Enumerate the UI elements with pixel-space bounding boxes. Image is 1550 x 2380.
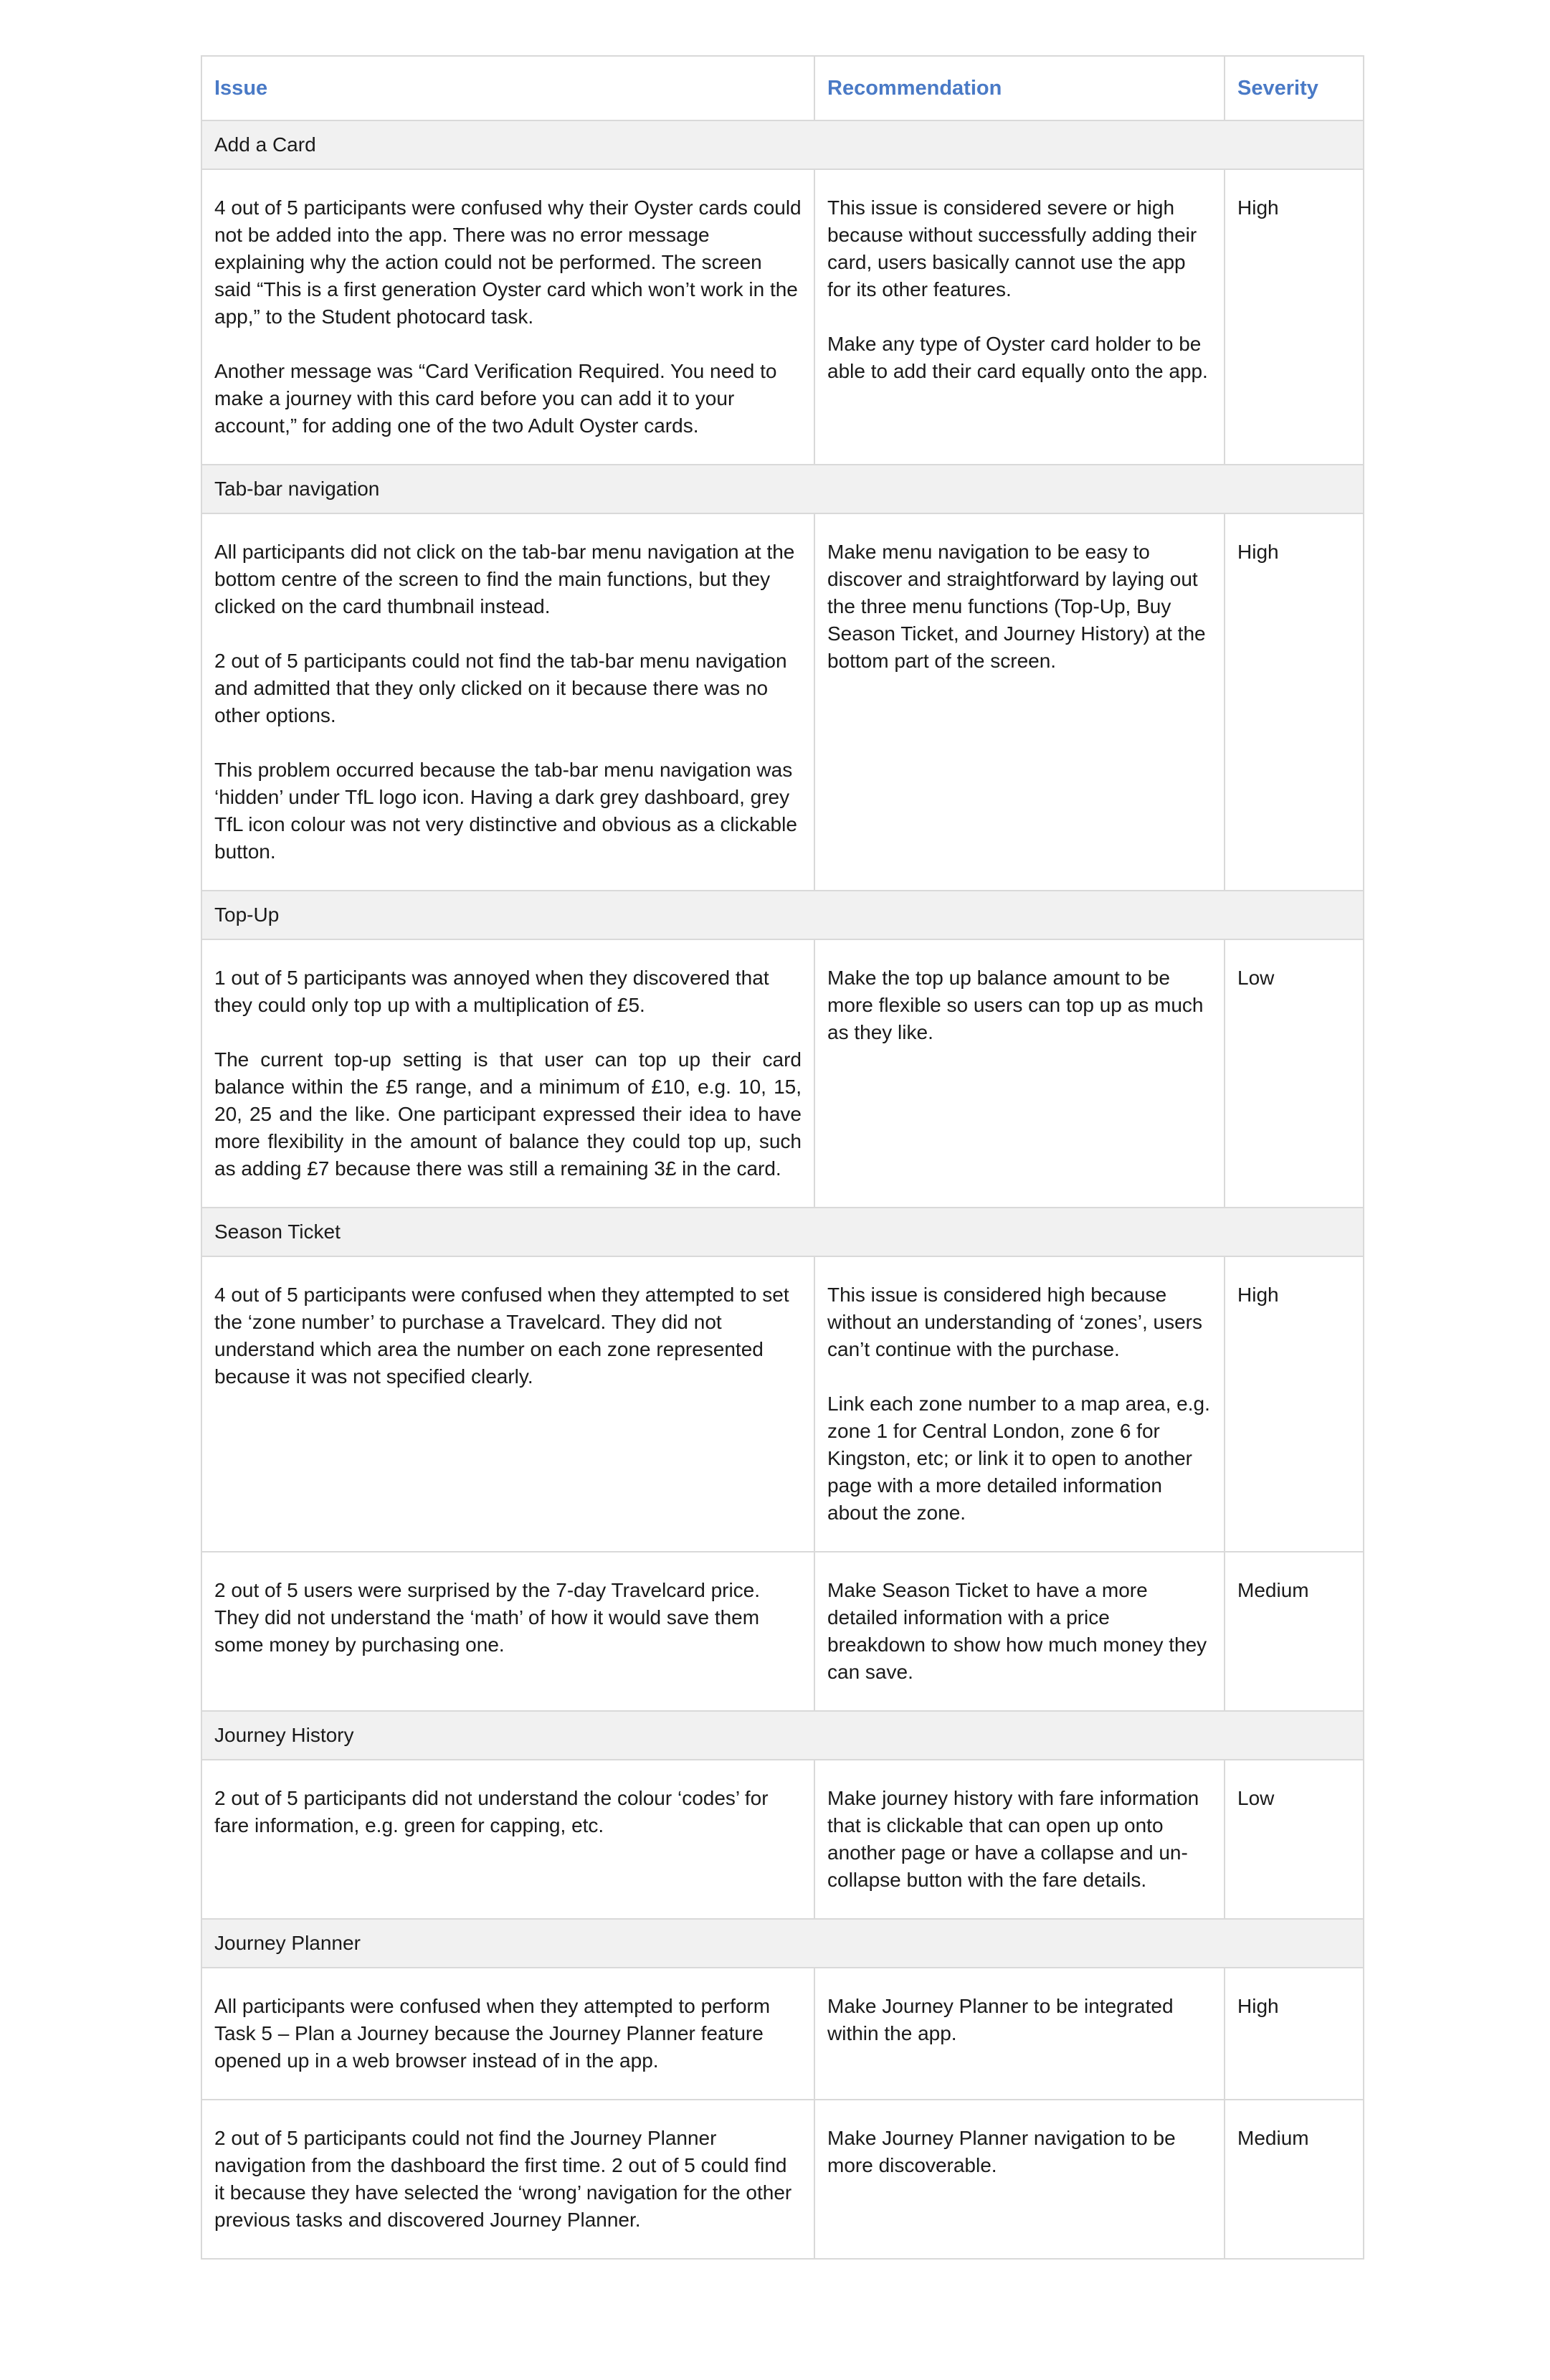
section-title: Journey Planner	[201, 1919, 1364, 1968]
issue-cell	[201, 1760, 814, 1919]
recommendation-cell	[814, 169, 1225, 465]
recommendation-paragraph: This issue is considered high because without an understanding of ‘zones’, users can’t continue with the purchase.	[827, 1284, 1202, 1360]
table-row	[201, 1968, 1364, 2100]
section-title: Tab-bar navigation	[201, 465, 1364, 513]
severity-cell: High	[1225, 1968, 1364, 2100]
recommendation-paragraph: Make Season Ticket to have a more detailed information with a price breakdown to show how much money they can save.	[827, 1579, 1207, 1683]
section-header-row	[201, 1711, 1364, 1760]
usability-issues-table	[201, 55, 1364, 2260]
section-header-row	[201, 1919, 1364, 1968]
recommendation-cell	[814, 1552, 1225, 1711]
recommendation-paragraph: This issue is considered severe or high because without successfully adding their card, users basically cannot use the app for its other features.	[827, 196, 1197, 300]
issue-cell	[201, 939, 814, 1208]
recommendation-cell	[814, 513, 1225, 891]
table-row	[201, 513, 1364, 891]
recommendation-paragraph: Make the top up balance amount to be more flexible so users can top up as much as they like.	[827, 967, 1204, 1043]
recommendation-paragraph: Make journey history with fare information that is clickable that can open up onto another page or have a collapse and un-collapse button with the fare details.	[827, 1787, 1199, 1891]
severity-cell: High	[1225, 513, 1364, 891]
issue-paragraph: 2 out of 5 users were surprised by the 7-day Travelcard price. They did not understand the ‘math’ of how it would save them some money by purchasing one.	[214, 1579, 761, 1656]
section-header-row	[201, 120, 1364, 169]
section-header-row	[201, 891, 1364, 939]
table-row	[201, 1760, 1364, 1919]
issue-cell	[201, 1256, 814, 1552]
section-title: Add a Card	[201, 120, 1364, 169]
table-row	[201, 169, 1364, 465]
issue-cell	[201, 169, 814, 465]
section-header-row	[201, 465, 1364, 513]
recommendation-cell	[814, 1760, 1225, 1919]
section-title: Season Ticket	[201, 1208, 1364, 1256]
issue-paragraph: All participants did not click on the tab-bar menu navigation at the bottom centre of the screen to find the main functions, but they clicked on the card thumbnail instead.	[214, 541, 795, 617]
severity-cell: Medium	[1225, 1552, 1364, 1711]
recommendation-paragraph: Make any type of Oyster card holder to be able to add their card equally onto the app.	[827, 333, 1208, 382]
section-header-row	[201, 1208, 1364, 1256]
issue-paragraph: 4 out of 5 participants were confused when they attempted to set the ‘zone number’ to purchase a Travelcard. They did not understand which area the number on each zone represented because it was not specified clearly.	[214, 1284, 789, 1388]
recommendation-cell	[814, 1256, 1225, 1552]
table-row	[201, 2100, 1364, 2259]
issue-paragraph: All participants were confused when they attempted to perform Task 5 – Plan a Journey because the Journey Planner feature opened up in a web browser instead of in the app.	[214, 1995, 771, 2072]
section-title: Journey History	[201, 1711, 1364, 1760]
table-header-row	[201, 56, 1364, 120]
issue-paragraph: Another message was “Card Verification Required. You need to make a journey with this card before you can add it to your account,” for adding one of the two Adult Oyster cards.	[214, 360, 777, 437]
severity-cell: Low	[1225, 1760, 1364, 1919]
recommendation-paragraph: Make Journey Planner navigation to be more discoverable.	[827, 2127, 1176, 2176]
table-row	[201, 1552, 1364, 1711]
recommendation-paragraph: Make Journey Planner to be integrated within the app.	[827, 1995, 1174, 2044]
header-recommendation: Recommendation	[814, 56, 1225, 120]
issue-cell	[201, 2100, 814, 2259]
severity-cell: Medium	[1225, 2100, 1364, 2259]
issue-cell	[201, 513, 814, 891]
issue-paragraph: 2 out of 5 participants did not understand the colour ‘codes’ for fare information, e.g. green for capping, etc.	[214, 1787, 769, 1836]
severity-cell: High	[1225, 1256, 1364, 1552]
recommendation-cell	[814, 1968, 1225, 2100]
recommendation-paragraph: Make menu navigation to be easy to discover and straightforward by laying out the three menu functions (Top-Up, Buy Season Ticket, and Journey History) at the bottom part of the screen.	[827, 541, 1206, 672]
recommendation-paragraph: Link each zone number to a map area, e.g. zone 1 for Central London, zone 6 for Kingston, etc; or link it to open to another page with a more detailed information about the zone.	[827, 1393, 1210, 1524]
table-row	[201, 939, 1364, 1208]
issue-paragraph: 2 out of 5 participants could not find the tab-bar menu navigation and admitted that they only clicked on it because there was no other options.	[214, 650, 787, 726]
recommendation-cell	[814, 2100, 1225, 2259]
issue-paragraph: 1 out of 5 participants was annoyed when they discovered that they could only top up with a multiplication of £5.	[214, 967, 769, 1016]
header-issue: Issue	[201, 56, 814, 120]
issue-paragraph: This problem occurred because the tab-bar menu navigation was ‘hidden’ under TfL logo icon. Having a dark grey dashboard, grey TfL icon colour was not very distinctive and obvious as a clickable button.	[214, 759, 797, 863]
issue-paragraph: The current top-up setting is that user can top up their card balance within the £5 range, and a minimum of £10, e.g. 10, 15, 20, 25 and the like. One participant expressed their idea to have more flexibility in the amount of balance they could top up, such as adding £7 because there was still a remaining 3£ in the card.	[214, 1048, 802, 1180]
issue-paragraph: 2 out of 5 participants could not find the Journey Planner navigation from the dashboard the first time. 2 out of 5 could find it because they have selected the ‘wrong’ navigation for the other previous tasks and discovered Journey Planner.	[214, 2127, 792, 2231]
severity-cell: Low	[1225, 939, 1364, 1208]
recommendation-cell	[814, 939, 1225, 1208]
severity-cell: High	[1225, 169, 1364, 465]
header-severity: Severity	[1225, 56, 1364, 120]
issue-paragraph: 4 out of 5 participants were confused why their Oyster cards could not be added into the app. There was no error message explaining why the action could not be performed. The screen said “This is a first generation Oyster card which won’t work in the app,” to the Student photocard task.	[214, 196, 802, 328]
table-row	[201, 1256, 1364, 1552]
section-title: Top-Up	[201, 891, 1364, 939]
issue-cell	[201, 1968, 814, 2100]
issue-cell	[201, 1552, 814, 1711]
